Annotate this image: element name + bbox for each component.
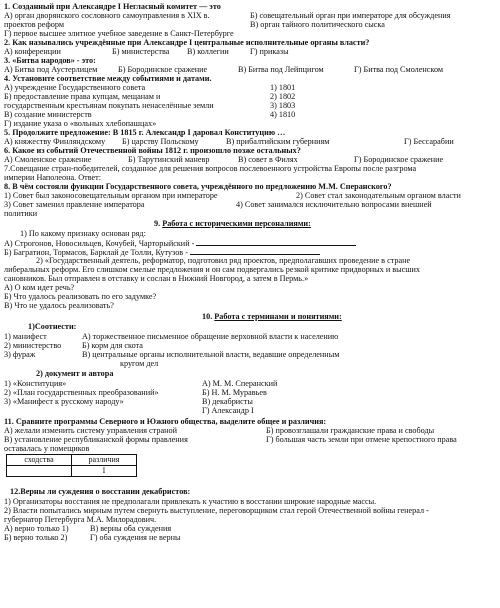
col-differences: различия <box>72 455 137 466</box>
section-9-title: Работа с историческими персоналиями: <box>162 219 311 228</box>
q2-option-a: А) конференции <box>4 47 61 56</box>
q11-option-g-cont: оставалась у помещиков <box>4 444 90 453</box>
s9-question-b: Б) Что удалось реализовать по его задумке? <box>4 292 157 301</box>
table-row <box>7 465 137 476</box>
section-10-title: Работа с терминами и понятиями: <box>214 312 342 321</box>
s9-part1-question: 1) По какому признаку основан ряд: <box>20 229 146 238</box>
s9-row-a-text: А) Строгонов, Новосильцев, Кочубей, Чарторыйский - <box>4 239 195 248</box>
document-1: 1) «Конституция» <box>4 379 67 388</box>
q8-option-3: 3) Совет заменил правление императора <box>4 200 145 209</box>
q12-statement-2: 2) Власти попытались мирным путем свернуть выступление, переговорщиком стал герой Отечественной войны генерал - <box>4 506 429 515</box>
q11-option-b: Б) провозглашали гражданские права и свободы <box>266 426 435 435</box>
q1-option-b-cont: проектов реформ <box>4 20 65 29</box>
worksheet <box>2 2 498 604</box>
s9-row-b-text: Б) Багратион, Тормасов, Барклай де Толли, Кутузов - <box>4 248 188 257</box>
q3-option-a: А) Битва под Аустерлицем <box>4 65 98 74</box>
s10-task2-heading: 2) документ и автора <box>36 369 114 378</box>
q1-option-a: А) орган дворянского сословного самоуправления в XIX в. <box>4 11 210 20</box>
q5-option-v: В) прибалтийским губерниям <box>226 137 330 146</box>
author-g: Г) Александр I <box>202 406 254 415</box>
term-2: 2) министерство <box>4 341 62 350</box>
q4-event-b-cont: государственным крестьянам покупать ненаселённые земли <box>4 101 214 110</box>
q6-option-b: Б) Тарутинский маневр <box>128 155 210 164</box>
term-1: 1) манифест <box>4 332 47 341</box>
section-10-heading <box>202 312 342 322</box>
q4-date-1: 1) 1801 <box>270 83 296 92</box>
q3-title: 3. «Битва народов» - это: <box>4 56 96 65</box>
q4-event-v: В) создание министерств <box>4 110 92 119</box>
q2-option-g: Г) приказы <box>250 47 289 56</box>
q12-title: 12.Верны ли суждения о восстании декабристов: <box>10 487 191 496</box>
q4-date-4: 4) 1810 <box>270 110 296 119</box>
q11-option-a: А) желали изменить систему управления страной <box>4 426 177 435</box>
q12-statement-2-cont: губернатор Петербурга М.А. Милорадович. <box>4 515 157 524</box>
section-9-number: 9. <box>154 219 163 228</box>
definition-a: А) торжественное письменное обращение верховной власти к населению <box>82 332 339 341</box>
q6-option-v: В) совет в Филях <box>238 155 298 164</box>
section-10-number: 10. <box>202 312 215 321</box>
s9-question-a: А) О ком идет речь? <box>4 283 75 292</box>
q8-title: 8. В чём состояли функции Государственного совета, учреждённого по предложению М.М. Сперанского? <box>4 182 392 191</box>
section-9-heading <box>154 219 311 229</box>
s10-task1-heading: 1)Соотнести: <box>28 322 77 331</box>
q12-answer-b: Б) верно только 2) <box>4 533 68 542</box>
q4-event-b: Б) предоставление права купцам, мещанам и <box>4 92 161 101</box>
q2-option-v: В) коллегии <box>187 47 229 56</box>
q1-title: 1. Созданный при Александре I Негласный комитет — это <box>4 2 221 11</box>
author-a: А) М. М. Сперанский <box>202 379 278 388</box>
q3-option-g: Г) Битва под Смоленском <box>354 65 444 74</box>
q1-option-v: В) орган тайного политического сыска <box>250 20 385 29</box>
q6-title: 6. Какое из событий Отечественной войны 1812 г. произошло позже остальных? <box>4 146 301 155</box>
q8-option-4: 4) Совет занимался исключительно вопросами внешней <box>236 200 432 209</box>
document-3: 3) «Манифест к русскому народу» <box>4 397 124 406</box>
differences-cell[interactable]: I <box>72 465 137 476</box>
q12-answer-v: В) верны оба суждения <box>90 524 172 533</box>
q12-answer-g: Г) оба суждения не верны <box>90 533 181 542</box>
q7-answer-label: империи Наполеона. Ответ: <box>4 173 102 182</box>
q12-answer-a: А) верно только 1) <box>4 524 69 533</box>
q6-option-a: А) Смоленское сражение <box>4 155 92 164</box>
q3-option-b: Б) Бородинское сражение <box>118 65 208 74</box>
col-similarities: сходства <box>7 455 72 466</box>
q3-option-v: В) Битва под Лейпцигом <box>238 65 324 74</box>
q4-event-g: Г) издание указа о «вольных хлебопашцах» <box>4 119 157 128</box>
table-header-row <box>7 455 137 466</box>
q12-statement-1: 1) Организаторы восстания не предполагали привлекать к участию в восстании широкие народные массы. <box>4 497 377 506</box>
q8-option-4-cont: политики <box>4 209 38 218</box>
q8-option-1: 1) Совет был законосовещательным органом при императоре <box>4 191 218 200</box>
s9-row-a-answer-line[interactable] <box>196 238 356 246</box>
s9-row-b-answer-line[interactable] <box>190 247 320 255</box>
q5-title: 5. Продолжите предложение: В 1815 г. Александр I даровал Конституцию … <box>4 128 286 137</box>
q7-text: 7.Совещание стран-победителей, созданное для решения вопросов послевоенного устройства Европы после разгрома <box>4 164 417 173</box>
similarities-cell[interactable] <box>7 465 72 476</box>
definition-v-cont: кругом дел <box>120 359 159 368</box>
q11-option-v: В) установление республиканской формы правления <box>4 435 188 444</box>
author-b: Б) Н. М. Муравьев <box>202 388 267 397</box>
document-2: 2) «План государственных преобразований» <box>4 388 159 397</box>
s9-quote-line1: 2) «Государственный деятель, реформатор, подготовил ряд проектов, предполагавших проведение в стране <box>36 256 411 265</box>
q5-option-a: А) княжеству Финляндскому <box>4 137 106 146</box>
q2-option-b: Б) министерства <box>112 47 170 56</box>
s9-question-c: В) Что не удалось реализовать? <box>4 301 114 310</box>
q4-title: 4. Установите соответствие между событиями и датами. <box>4 74 212 83</box>
q1-option-g: Г) первое высшее элитное учебное заведение в Санкт-Петербурге <box>4 29 234 38</box>
definition-b: Б) корм для скота <box>82 341 143 350</box>
q4-date-2: 2) 1802 <box>270 92 296 101</box>
q2-title: 2. Как назывались учреждённые при Александре I центральные исполнительные органы власти? <box>4 38 370 47</box>
definition-v: В) центральные органы исполнительной власти, ведавшие определенным <box>82 350 340 359</box>
comparison-table <box>6 454 137 477</box>
author-v: В) декабристы <box>202 397 253 406</box>
q11-option-g: Г) большая часть земли при отмене крепостного права <box>266 435 457 444</box>
q6-option-g: Г) Бородинское сражение <box>354 155 444 164</box>
q5-option-g: Г) Бессарабии <box>404 137 454 146</box>
term-3: 3) фураж <box>4 350 36 359</box>
q8-option-2: 2) Совет стал законодательным органом власти <box>296 191 461 200</box>
q4-date-3: 3) 1803 <box>270 101 296 110</box>
s9-quote-line2: либеральных реформ. Его слишком смелые предложения и он сам подвергались резкой критике придворных и высших <box>4 265 421 274</box>
q11-title: 11. Сравните программы Северного и Южного общества, выделите общее и различия: <box>4 417 327 426</box>
s9-quote-line3: сановников. Был отправлен в отставку и сослан в Нижний Новгород, а затем в Пермь.» <box>4 274 309 283</box>
q5-option-b: Б) царству Польскому <box>122 137 199 146</box>
q1-option-b: Б) совещательный орган при императоре для обсуждения <box>250 11 451 20</box>
q4-event-a: А) учреждение Государственного совета <box>4 83 146 92</box>
